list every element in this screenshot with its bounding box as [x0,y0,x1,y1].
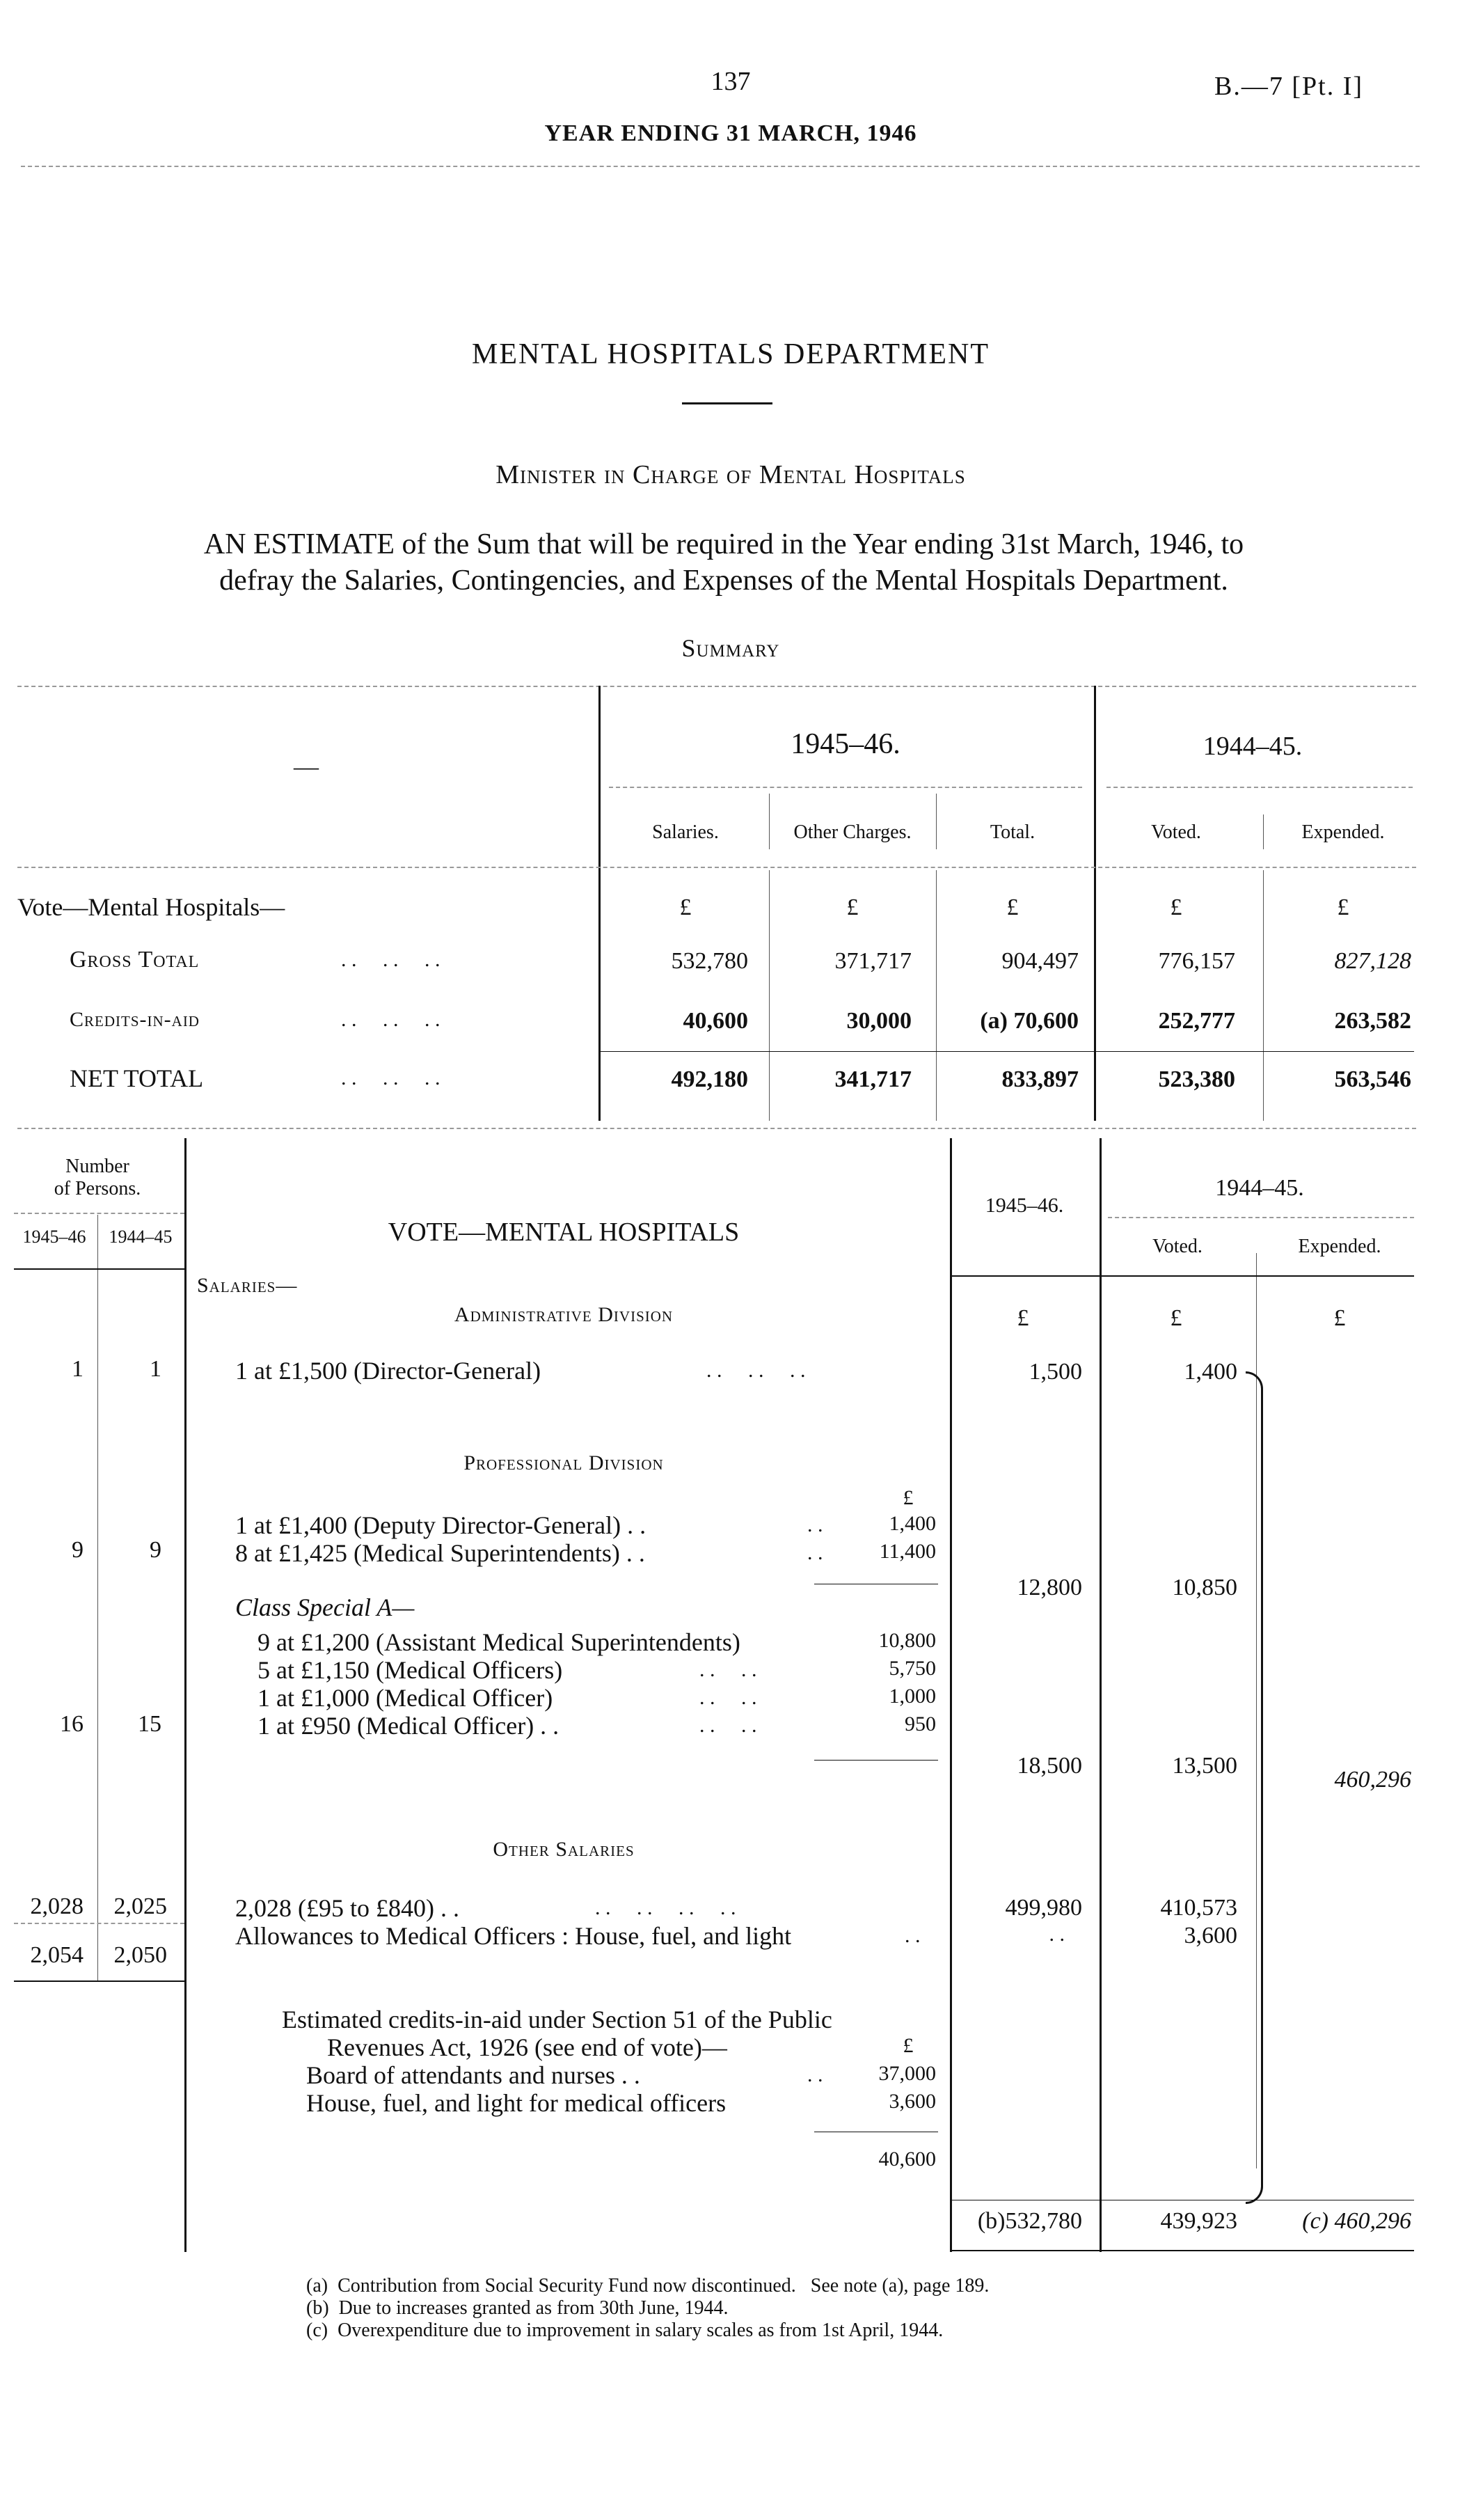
prof-amt-2: 11,400 [879,1540,936,1563]
os-current: 499,980 [1005,1895,1082,1921]
page-number: 137 [711,67,751,96]
prof-persons-4546: 9 [72,1537,84,1563]
cs-line-3: 1 at £1,000 (Medical Officer) [257,1684,553,1712]
title-rule [682,402,772,404]
estimate-line-1: AN ESTIMATE of the Sum that will be required in the Year ending 31st March, 1946, to [203,528,1244,560]
cs-current: 18,500 [1017,1753,1082,1779]
final-bottom-rule [951,2250,1414,2251]
credits-label: Credits-in-aid [70,1008,200,1031]
gross-salaries: 532,780 [671,948,748,974]
detail-head-rule-prev [1108,1217,1414,1218]
prof-amt-1: 1,400 [889,1512,936,1535]
class-special-heading: Class Special A— [235,1593,415,1621]
pound-salaries: £ [679,895,692,920]
pound-total: £ [1006,895,1019,920]
detail-pound-expended: £ [1333,1305,1346,1331]
os-line-2: Allowances to Medical Officers : House, fuel, and light [235,1922,792,1950]
detail-col-expended: Expended. [1298,1236,1381,1257]
credits-est-total: 40,600 [878,2148,936,2171]
leader-dots: . . [807,2063,823,2086]
credits-est-line-1: Estimated credits-in-aid under Section 51 of the Public [282,2006,832,2033]
cs-amt-2: 5,750 [889,1657,936,1680]
leader-dots: . . [807,1541,823,1564]
persons-head-rule [14,1213,184,1214]
detail-divider-amounts [950,1138,952,2252]
leader-dots: . . . . . . . . [595,1896,736,1919]
admin-division-heading: Administrative Division [454,1303,674,1326]
summary-col-sep-3b [1263,870,1264,1121]
summary-top-rule [17,686,1416,687]
leader-dots: . . . . . . [341,1008,441,1031]
summary-net-rule [600,1051,1414,1052]
credits-est-line-2: Revenues Act, 1926 (see end of vote)— [327,2033,727,2061]
admin-current: 1,500 [1029,1359,1082,1385]
cs-amt-1: 10,800 [878,1629,936,1652]
pound-expended: £ [1337,895,1349,920]
minister-heading: Minister in Charge of Mental Hospitals [495,460,966,489]
net-salaries: 492,180 [671,1066,748,1092]
cs-amt-4: 950 [905,1712,936,1735]
summary-col-sep-3 [1263,814,1264,849]
header-rule [21,166,1420,167]
prof-persons-4445: 9 [150,1537,161,1563]
gross-total-label: Gross Total [70,947,200,972]
summary-blank-heading: — [294,753,319,780]
total-persons-4546: 2,054 [30,1942,84,1968]
prof-line-2: 8 at £1,425 (Medical Superintendents) . . [235,1539,645,1567]
page-title: MENTAL HOSPITALS DEPARTMENT [471,338,990,370]
number-heading: Number [65,1156,129,1177]
vote-title: VOTE—MENTAL HOSPITALS [388,1218,740,1247]
leader-dots: . . . . [699,1714,757,1737]
cs-persons-4445: 15 [138,1711,161,1737]
col-salaries: Salaries. [652,821,719,843]
net-other: 341,717 [834,1066,912,1092]
footnote-b: (b) Due to increases granted as from 30th June, 1944. [306,2297,729,2319]
summary-col-sep-1b [769,870,770,1121]
persons-header-rule [14,1268,184,1270]
estimate-line-2: defray the Salaries, Contingencies, and Expenses of the Mental Hospitals Department. [219,565,1228,597]
col-persons-4546: 1945–46 [22,1227,86,1247]
summary-divider-right [1094,686,1096,1121]
final-voted: 439,923 [1160,2208,1237,2234]
year-ending: YEAR ENDING 31 MARCH, 1946 [544,120,917,146]
final-current: (b)532,780 [977,2208,1082,2234]
col-voted: Voted. [1151,821,1201,843]
pound-voted: £ [1170,895,1182,920]
footnote-c: (c) Overexpenditure due to improvement in salary scales as from 1st April, 1944. [306,2320,944,2341]
pound-other: £ [846,895,859,920]
prof-voted: 10,850 [1172,1575,1237,1600]
detail-divider-prev [1100,1138,1102,2252]
credits-salaries: 40,600 [683,1008,748,1034]
leader-dots: . . . . . . [706,1359,806,1382]
leader-dots: . . . . . . [341,948,441,971]
detail-head-1944: 1944–45. [1215,1175,1304,1201]
final-expended: (c) 460,296 [1302,2208,1411,2234]
expended-brace [1246,1371,1263,2204]
cs-persons-4546: 16 [60,1711,84,1737]
detail-pound-current: £ [1017,1305,1029,1331]
admin-persons-4546: 1 [72,1356,84,1382]
os-voted: 410,573 [1160,1895,1237,1921]
cs-subtotal-rule [814,1760,938,1761]
leader-dots: . . . . . . [341,1066,441,1089]
summary-heading: Summary [681,634,780,662]
footnote-a: (a) Contribution from Social Security Fund now discontinued. See note (a), page 189. [306,2275,990,2297]
credits-est-amt-4: 3,600 [889,2090,936,2113]
summary-col-sep-2 [936,794,937,849]
persons-bottom-rule [14,1980,184,1982]
prof-line-1: 1 at £1,400 (Deputy Director-General) . . [235,1511,646,1539]
detail-pound-voted: £ [1170,1305,1182,1331]
leader-dots: . . . . [699,1658,757,1681]
admin-line: 1 at £1,500 (Director-General) [235,1357,541,1385]
summary-year-current: 1945–46. [791,728,900,760]
detail-header-rule [951,1275,1414,1277]
col-total: Total. [990,821,1036,843]
gross-other: 371,717 [834,948,912,974]
brace-expended-total: 460,296 [1334,1767,1411,1793]
credits-expended: 263,582 [1334,1008,1411,1034]
os-current-2: . . [1049,1923,1065,1946]
detail-col-voted: Voted. [1152,1236,1203,1257]
summary-subhead-rule-prev [1106,787,1413,788]
cs-line-1: 9 at £1,200 (Assistant Medical Superintendents) [257,1628,740,1656]
cs-amt-3: 1,000 [889,1685,936,1708]
of-persons-heading: of Persons. [54,1178,141,1199]
other-salaries-heading: Other Salaries [493,1838,635,1861]
vote-label: Vote—Mental Hospitals— [17,893,285,921]
credits-est-line-3: Board of attendants and nurses . . [306,2061,640,2089]
detail-head-1945: 1945–46. [985,1194,1064,1217]
col-other-charges: Other Charges. [793,821,912,843]
os-voted-2: 3,600 [1184,1923,1237,1948]
credits-total: (a) 70,600 [980,1008,1079,1034]
summary-bottom-rule [17,1128,1416,1129]
total-persons-4445: 2,050 [113,1942,167,1968]
gross-voted: 776,157 [1158,948,1235,974]
credits-est-pound: £ [903,2034,914,2057]
credits-voted: 252,777 [1158,1008,1235,1034]
salaries-heading: Salaries— [197,1274,298,1297]
net-total: 833,897 [1001,1066,1079,1092]
prof-current: 12,800 [1017,1575,1082,1600]
gross-expended: 827,128 [1334,948,1411,974]
page-ref: B.—7 [Pt. I] [1214,72,1363,101]
net-voted: 523,380 [1158,1066,1235,1092]
prof-division-heading: Professional Division [463,1451,664,1474]
credits-other: 30,000 [846,1008,912,1034]
persons-os-rule [14,1923,184,1924]
net-total-label: NET TOTAL [70,1064,204,1092]
summary-col-sep-2b [936,870,937,1121]
leader-dots: . . [807,1513,823,1536]
prof-pound: £ [903,1486,914,1509]
cs-voted: 13,500 [1172,1753,1237,1779]
gross-total: 904,497 [1001,948,1079,974]
col-persons-4445: 1944–45 [109,1227,173,1247]
detail-divider-persons [184,1138,187,2252]
cs-line-4: 1 at £950 (Medical Officer) . . [257,1712,560,1740]
net-expended: 563,546 [1334,1066,1411,1092]
os-line-1: 2,028 (£95 to £840) . . [235,1894,459,1922]
summary-header-rule [17,867,1416,868]
leader-dots: . . . . [699,1686,757,1709]
credits-est-amt-3: 37,000 [878,2062,936,2085]
summary-col-sep-1 [769,794,770,849]
col-expended: Expended. [1301,821,1385,843]
leader-dots: . . [905,1924,921,1947]
cs-line-2: 5 at £1,150 (Medical Officers) [257,1656,563,1684]
os-persons-4445: 2,025 [113,1893,167,1919]
summary-divider-left [598,686,601,1121]
summary-year-prev: 1944–45. [1203,732,1303,761]
admin-voted: 1,400 [1184,1359,1237,1385]
persons-col-sep [97,1215,98,1980]
os-persons-4546: 2,028 [30,1893,84,1919]
summary-subhead-rule [609,787,1082,788]
credits-est-line-4: House, fuel, and light for medical officers [306,2089,727,2117]
admin-persons-4445: 1 [150,1356,161,1382]
